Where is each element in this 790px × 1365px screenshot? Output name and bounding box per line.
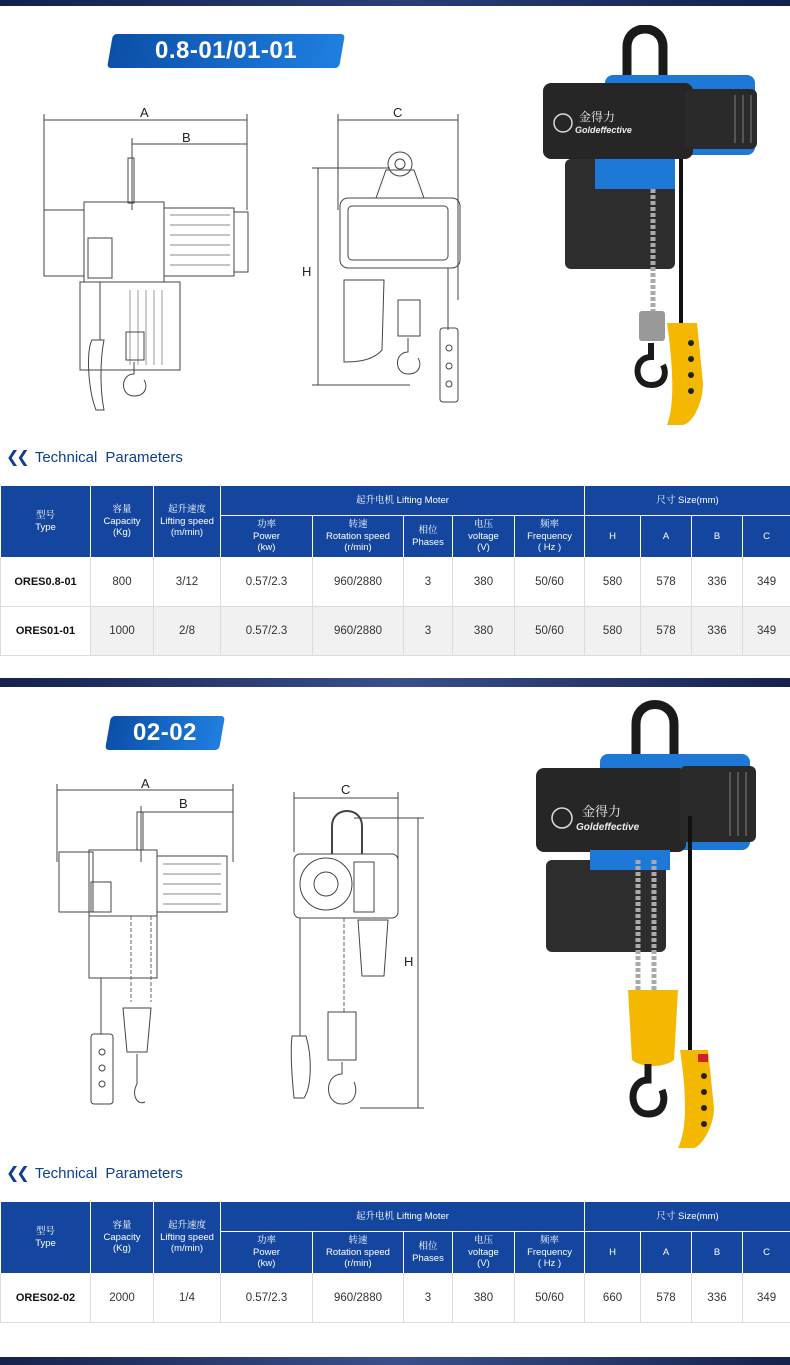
- cell-voltage: 380: [453, 1274, 515, 1323]
- model-badge: 02-02: [105, 716, 225, 750]
- double-chevron-left-icon: ❮❮: [6, 449, 27, 466]
- cell-rotation: 960/2880: [313, 607, 404, 656]
- hoist-photo: [535, 25, 775, 430]
- cell-speed: 2/8: [154, 607, 221, 656]
- dim-label-c: C: [341, 782, 351, 797]
- col-h: H: [585, 1232, 641, 1274]
- cell-h: 580: [585, 558, 641, 607]
- cell-b: 336: [692, 607, 743, 656]
- heading-word-1: Technical: [34, 448, 98, 466]
- heading-word-2: Parameters: [105, 1164, 183, 1182]
- side-view-drawing: [30, 100, 260, 430]
- col-a: A: [641, 516, 692, 558]
- cell-power: 0.57/2.3: [221, 607, 313, 656]
- brand-logo-cn: 金得力: [579, 110, 616, 124]
- section-divider: [0, 678, 790, 687]
- dim-label-h: H: [302, 264, 312, 279]
- dim-label-a: A: [140, 105, 149, 120]
- cell-capacity: 1000: [91, 607, 154, 656]
- col-type: 型号 Type: [1, 1202, 91, 1274]
- spec-table: [0, 1201, 790, 1323]
- front-view-drawing: [300, 100, 480, 430]
- col-group-motor: 起升电机 Lifting Moter: [221, 486, 585, 516]
- cell-rotation: 960/2880: [313, 1274, 404, 1323]
- cell-voltage: 380: [453, 558, 515, 607]
- brand-logo-cn: 金得力: [582, 805, 622, 820]
- cell-h: 660: [585, 1274, 641, 1323]
- dim-label-b: B: [182, 130, 191, 145]
- col-h: H: [585, 516, 641, 558]
- front-view-drawing: [270, 772, 430, 1117]
- dim-label-a: A: [141, 776, 150, 791]
- col-group-size: 尺寸 Size(mm): [585, 486, 790, 516]
- col-group-size: 尺寸 Size(mm): [585, 1202, 790, 1232]
- spec-table: [0, 485, 790, 656]
- side-view-drawing: [45, 772, 260, 1117]
- cell-h: 580: [585, 607, 641, 656]
- cell-rotation: 960/2880: [313, 558, 404, 607]
- col-lifting-speed: 起升速度 Lifting speed (m/min): [154, 486, 221, 558]
- cell-power: 0.57/2.3: [221, 1274, 313, 1323]
- brand-logo-en: Goldeffective: [576, 822, 640, 833]
- col-voltage: 电压 voltage (V): [453, 1232, 515, 1274]
- cell-frequency: 50/60: [515, 558, 585, 607]
- col-type: 型号 Type: [1, 486, 91, 558]
- col-lifting-speed: 起升速度 Lifting speed (m/min): [154, 1202, 221, 1274]
- cell-a: 578: [641, 607, 692, 656]
- cell-b: 336: [692, 1274, 743, 1323]
- cell-speed: 1/4: [154, 1274, 221, 1323]
- cell-phases: 3: [404, 607, 453, 656]
- cell-capacity: 800: [91, 558, 154, 607]
- cell-a: 578: [641, 1274, 692, 1323]
- cell-type: ORES02-02: [1, 1274, 91, 1323]
- tech-params-heading: [6, 1163, 183, 1183]
- col-b: B: [692, 516, 743, 558]
- bottom-bar: [0, 1357, 790, 1365]
- col-frequency: 频率 Frequency ( Hz ): [515, 1232, 585, 1274]
- heading-word-1: Technical: [34, 1164, 98, 1182]
- cell-c: 349: [743, 1274, 790, 1323]
- double-chevron-left-icon: ❮❮: [6, 1165, 27, 1182]
- cell-c: 349: [743, 607, 790, 656]
- hoist-photo: [530, 700, 770, 1155]
- cell-frequency: 50/60: [515, 607, 585, 656]
- table-row: [1, 558, 790, 607]
- brand-logo-en: Goldeffective: [575, 125, 632, 135]
- top-bar: [0, 0, 790, 6]
- col-b: B: [692, 1232, 743, 1274]
- cell-a: 578: [641, 558, 692, 607]
- cell-type: ORES0.8-01: [1, 558, 91, 607]
- cell-speed: 3/12: [154, 558, 221, 607]
- cell-frequency: 50/60: [515, 1274, 585, 1323]
- col-phases: 相位 Phases: [404, 516, 453, 558]
- cell-phases: 3: [404, 558, 453, 607]
- col-c: C: [743, 516, 790, 558]
- table-row: [1, 607, 790, 656]
- dim-label-b: B: [179, 796, 188, 811]
- col-rotation: 转速 Rotation speed (r/min): [313, 1232, 404, 1274]
- cell-voltage: 380: [453, 607, 515, 656]
- col-capacity: 容量 Capacity (Kg): [91, 486, 154, 558]
- cell-b: 336: [692, 558, 743, 607]
- cell-phases: 3: [404, 1274, 453, 1323]
- col-a: A: [641, 1232, 692, 1274]
- col-group-motor: 起升电机 Lifting Moter: [221, 1202, 585, 1232]
- heading-word-2: Parameters: [105, 448, 183, 466]
- col-voltage: 电压 voltage (V): [453, 516, 515, 558]
- col-frequency: 频率 Frequency ( Hz ): [515, 516, 585, 558]
- col-power: 功率 Power (kw): [221, 516, 313, 558]
- cell-capacity: 2000: [91, 1274, 154, 1323]
- col-c: C: [743, 1232, 790, 1274]
- col-rotation: 转速 Rotation speed (r/min): [313, 516, 404, 558]
- col-capacity: 容量 Capacity (Kg): [91, 1202, 154, 1274]
- dim-label-c: C: [393, 105, 403, 120]
- cell-power: 0.57/2.3: [221, 558, 313, 607]
- col-phases: 相位 Phases: [404, 1232, 453, 1274]
- cell-type: ORES01-01: [1, 607, 91, 656]
- model-badge: 0.8-01/01-01: [107, 34, 345, 68]
- dim-label-h: H: [404, 954, 414, 969]
- col-power: 功率 Power (kw): [221, 1232, 313, 1274]
- table-row: [1, 1274, 790, 1323]
- tech-params-heading: [6, 447, 183, 467]
- cell-c: 349: [743, 558, 790, 607]
